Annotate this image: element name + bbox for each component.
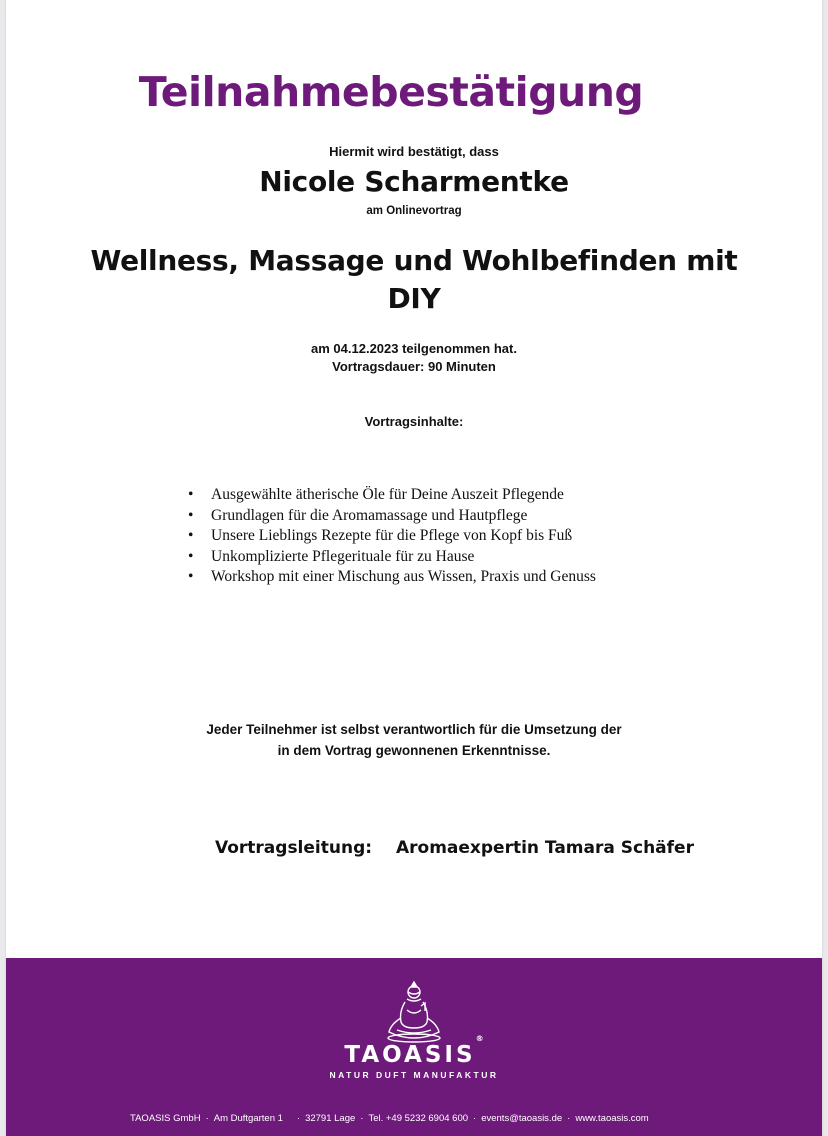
brand-tagline: NATUR DUFT MANUFAKTUR: [329, 1070, 499, 1080]
bullet-icon: •: [188, 527, 194, 544]
company-address-line: [130, 1113, 649, 1124]
attendance-date: am 04.12.2023 teilgenommen hat.: [311, 341, 517, 356]
course-title: [6, 242, 822, 318]
bullet-icon: •: [188, 547, 194, 565]
street-address: Am Duftgarten 1: [213, 1113, 283, 1124]
leader-name: Aromaexpertin Tamara Schäfer: [395, 838, 694, 858]
lecture-duration: Vortragsdauer: 90 Minuten: [332, 359, 496, 374]
separator: ·: [360, 1113, 364, 1124]
participant-name: Nicole Scharmentke: [259, 165, 569, 198]
leader-label: Vortragsleitung:: [215, 838, 373, 858]
course-title-line-2: DIY: [387, 282, 441, 315]
brand-wordmark: [6, 1034, 822, 1068]
course-title-line-1: Wellness, Massage und Wohlbefinden mit: [90, 244, 738, 277]
list-item: [184, 486, 596, 507]
list-item: [184, 527, 596, 548]
city: 32791 Lage: [305, 1113, 356, 1124]
topic-text: Unkomplizierte Pflegerituale für zu Hause: [211, 547, 475, 565]
disclaimer-line-2: in dem Vortrag gewonnenen Erkenntnisse.: [277, 743, 551, 758]
contents-heading: Vortragsinhalte:: [364, 414, 464, 429]
attendance-details: [6, 340, 822, 376]
brand-name: TAOASIS: [344, 1042, 476, 1068]
bullet-icon: •: [188, 486, 194, 503]
separator: ·: [473, 1113, 477, 1124]
event-type: am Onlinevortrag: [366, 205, 462, 217]
lecture-leader: [215, 838, 694, 858]
disclaimer-line-1: Jeder Teilnehmer ist selbst verantwortlich für die Umsetzung der: [206, 722, 622, 737]
list-item: [184, 507, 596, 528]
registered-mark: ®: [475, 1034, 484, 1044]
topic-text: Ausgewählte ätherische Öle für Deine Auszeit Pflegende: [211, 486, 564, 503]
footer-banner: [6, 958, 822, 1136]
disclaimer: [6, 719, 822, 761]
buddha-figure-icon: [377, 980, 451, 1044]
topic-text: Unsere Lieblings Rezepte für die Pflege von Kopf bis Fuß: [211, 527, 573, 544]
list-item: [184, 568, 596, 589]
separator: ·: [205, 1113, 209, 1124]
topics-list: [184, 486, 596, 589]
topic-text: Workshop mit einer Mischung aus Wissen, Praxis und Genuss: [211, 568, 596, 585]
certificate-page: [6, 0, 822, 1136]
certificate-title: Teilnahmebestätigung: [138, 68, 644, 116]
email-link[interactable]: events@taoasis.de: [481, 1113, 563, 1124]
company-name: TAOASIS GmbH: [130, 1113, 201, 1124]
phone-number: Tel. +49 5232 6904 600: [368, 1113, 469, 1124]
list-item: [184, 548, 596, 569]
separator: ·: [567, 1113, 571, 1124]
topic-text: Grundlagen für die Aromamassage und Hautpflege: [211, 506, 528, 524]
separator: ·: [296, 1113, 301, 1124]
confirmation-intro: Hiermit wird bestätigt, dass: [329, 144, 499, 159]
bullet-icon: •: [188, 568, 194, 585]
website-link[interactable]: www.taoasis.com: [575, 1113, 649, 1124]
bullet-icon: •: [188, 506, 194, 524]
